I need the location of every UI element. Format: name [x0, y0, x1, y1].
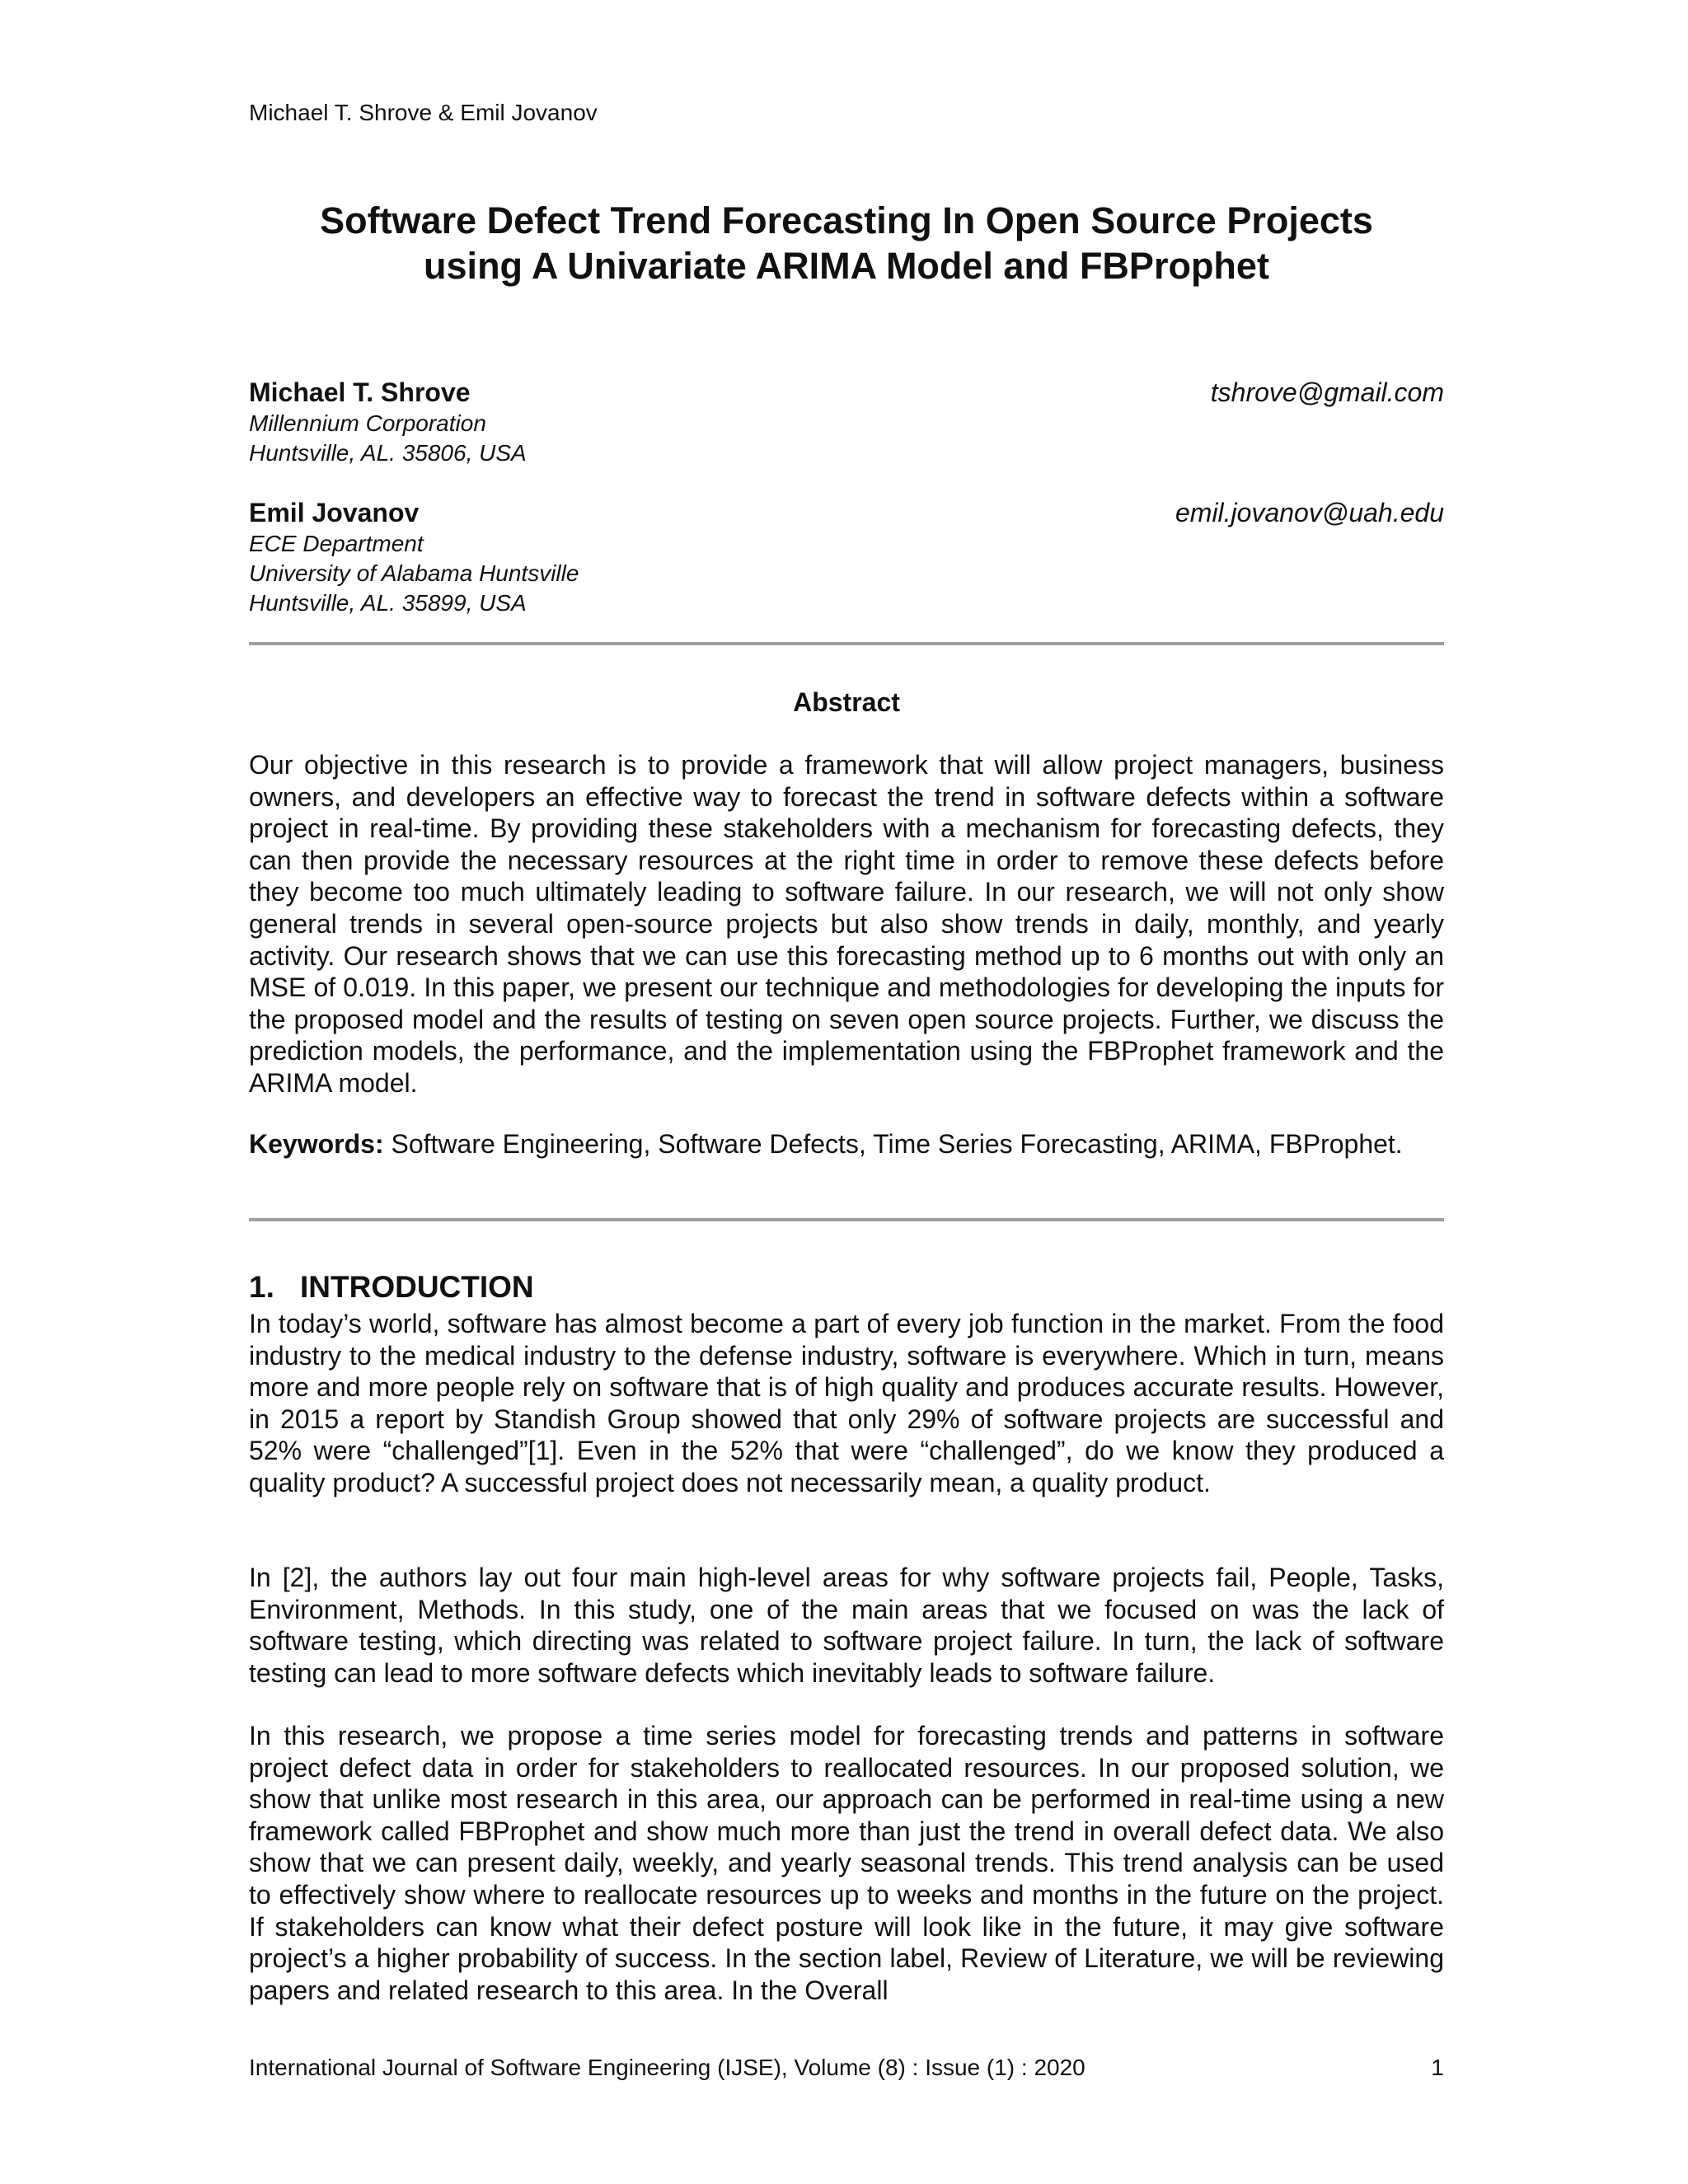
author-block-2: [249, 496, 1444, 618]
paper-title: [249, 198, 1444, 288]
author-affiliation-line: University of Alabama Huntsville: [249, 560, 579, 586]
keywords: [249, 1128, 1444, 1160]
title-line-1: Software Defect Trend Forecasting In Open Source Projects: [320, 199, 1373, 241]
section-heading-introduction: [249, 1269, 534, 1305]
section-number: 1.: [249, 1270, 274, 1304]
author-block-1: [249, 376, 1444, 468]
author-email: tshrove@gmail.com: [1210, 377, 1444, 407]
section-title: INTRODUCTION: [300, 1270, 534, 1304]
author-name: Michael T. Shrove: [249, 377, 471, 407]
horizontal-divider: [249, 642, 1444, 645]
author-email: emil.jovanov@uah.edu: [1175, 498, 1444, 527]
intro-paragraph: In [2], the authors lay out four main high-level areas for why software projects fail, People, Tasks, Environment, Methods. In this study, one of the main areas that we focused on was the lack of software testing, which directing was related to software project failure. In turn, the lack of software testing can lead to more software defects which inevitably leads to software failure.: [249, 1563, 1444, 1688]
horizontal-divider: [249, 1218, 1444, 1221]
author-affiliation-line: ECE Department: [249, 531, 424, 556]
title-line-2: using A Univariate ARIMA Model and FBProphet: [424, 245, 1269, 287]
author-name: Emil Jovanov: [249, 498, 420, 527]
author-affiliation-line: Huntsville, AL. 35899, USA: [249, 590, 527, 616]
author-affiliation-line: Millennium Corporation: [249, 410, 486, 436]
abstract-text: Our objective in this research is to provide a framework that will allow project managers, business owners, and developers an effective way to forecast the trend in software defects within a software project in real-time. By providing these stakeholders with a mechanism for forecasting defects, they can then provide the necessary resources at the right time in order to remove these defects before they become too much ultimately leading to software failure. In our research, we will not only show general trends in several open-source projects but also show trends in daily, monthly, and yearly activity. Our research shows that we can use this forecasting method up to 6 months out with only an MSE of 0.019. In this paper, we present our technique and methodologies for developing the inputs for the proposed model and the results of testing on seven open source projects. Further, we discuss the prediction models, the performance, and the implementation using the FBProphet framework and the ARIMA model.: [249, 750, 1444, 1098]
running-header: Michael T. Shrove & Emil Jovanov: [249, 100, 598, 125]
footer-journal-citation: International Journal of Software Engineering (IJSE), Volume (8) : Issue (1) : 2020: [249, 2055, 1085, 2080]
intro-paragraph: In today’s world, software has almost become a part of every job function in the market. From the food industry to the medical industry to the defense industry, software is everywhere. Which in turn, means more and more people rely on software that is of high quality and produces accurate results. However, in 2015 a report by Standish Group showed that only 29% of software projects are successful and 52% were “challenged”[1]. Even in the 52% that were “challenged”, do we know they produced a quality product? A successful project does not necessarily mean, a quality product.: [249, 1309, 1444, 1497]
page-number: 1: [1431, 2055, 1444, 2080]
keywords-text: Software Engineering, Software Defects, Time Series Forecasting, ARIMA, FBProphet.: [383, 1129, 1403, 1159]
intro-paragraph: In this research, we propose a time series model for forecasting trends and patterns in software project defect data in order for stakeholders to reallocated resources. In our proposed solution, we show that unlike most research in this area, our approach can be performed in real-time using a new framework called FBProphet and show much more than just the trend in overall defect data. We also show that we can present daily, weekly, and yearly seasonal trends. This trend analysis can be used to effectively show where to reallocate resources up to weeks and months in the future on the project. If stakeholders can know what their defect posture will look like in the future, it may give software project’s a higher probability of success. In the section label, Review of Literature, we will be reviewing papers and related research to this area. In the Overall: [249, 1721, 1444, 2005]
keywords-label: Keywords:: [249, 1129, 384, 1159]
abstract-heading: Abstract: [793, 687, 900, 717]
author-affiliation-line: Huntsville, AL. 35806, USA: [249, 440, 527, 466]
